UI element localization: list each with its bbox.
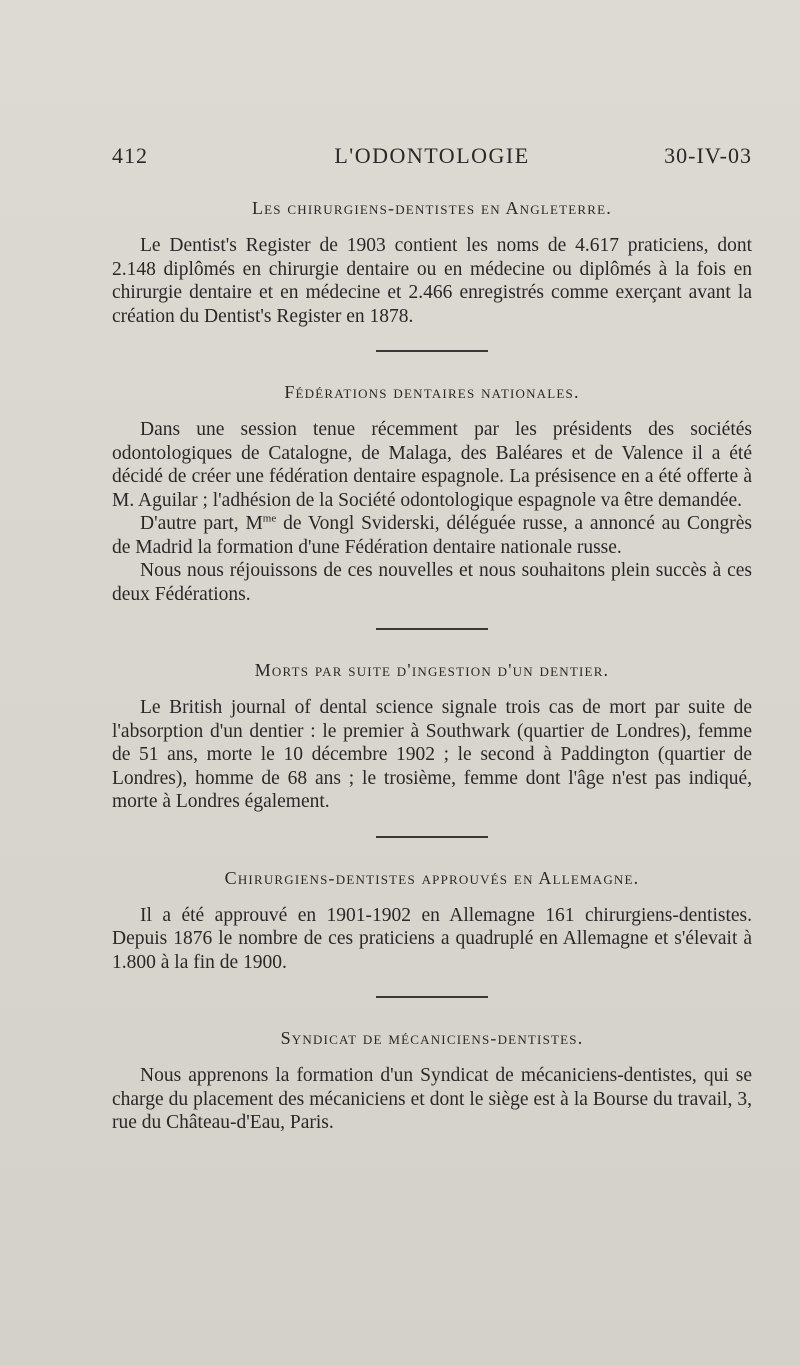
paragraph: Nous apprenons la formation d'un Syndicat de mécaniciens-dentistes, qui se charge du placement des mécaniciens et dont le siège est à la Bourse du travail, 3, rue du Château-d'Eau, Paris. — [112, 1065, 752, 1133]
paragraph: Nous nous réjouissons de ces nouvelles et nous souhaitons plein succès à ces deux Fédérations. — [112, 560, 752, 605]
section-allemagne — [112, 866, 752, 975]
superscript: me — [262, 512, 277, 525]
section-divider — [376, 836, 488, 838]
issue-date: 30-IV-03 — [664, 143, 752, 168]
article-body — [112, 196, 752, 1135]
paragraph — [112, 512, 752, 559]
paragraph: Le British journal of dental science signale trois cas de mort par suite de l'absorption d'un dentier : le premier à Southwark (quartier de Londres), femme de 51 ans, morte le 10 décembre 1902 ; le second à Paddington (quartier de Londres), homme de 68 ans ; le trosième, femme dont l'âge n'est pas indiqué, morte à Londres également. — [112, 697, 752, 812]
paragraph-start: D'autre part, M — [140, 513, 263, 534]
page-number: 412 — [112, 143, 148, 168]
section-syndicat — [112, 1026, 752, 1135]
paragraph: Dans une session tenue récemment par les présidents des sociétés odontologiques de Catalogne, de Malaga, des Baléares et de Valence il a été décidé de créer une fédération dentaire espagnole. La présisence en a été offerte à M. Aguilar ; l'adhésion de la Société odontologique espagnole va être demandée. — [112, 419, 752, 511]
section-angleterre — [112, 196, 752, 328]
journal-title: L'ODONTOLOGIE — [334, 143, 530, 168]
section-divider — [376, 996, 488, 998]
paragraph: Il a été approuvé en 1901-1902 en Allemagne 161 chirurgiens-dentistes. Depuis 1876 le nombre de ces praticiens a quadruplé en Allemagne et s'élevait à 1.800 à la fin de 1900. — [112, 904, 752, 973]
section-title: Les chirurgiens-dentistes en Angleterre. — [251, 198, 613, 218]
section-title: Chirurgiens-dentistes approuvés en Allemagne. — [224, 867, 640, 888]
section-divider — [376, 350, 488, 352]
section-title: Morts par suite d'ingestion d'un dentier. — [254, 660, 610, 680]
paragraph: Le Dentist's Register de 1903 contient les noms de 4.617 praticiens, dont 2.148 diplômés en chirurgie dentaire ou en médecine ou diplômés à la fois en chirurgie dentaire et en médecine et 2.466 enregistrés comme exerçant avant la création du Dentist's Register en 1878. — [112, 235, 752, 327]
section-title: Syndicat de mécaniciens-dentistes. — [280, 1028, 584, 1048]
section-morts — [112, 658, 752, 814]
section-federations — [112, 380, 752, 606]
paragraph-rest: de Vongl Sviderski, déléguée russe, a annoncé au Congrès de Madrid la formation d'une Fédération dentaire nationale russe. — [112, 513, 752, 558]
section-title: Fédérations dentaires nationales. — [284, 382, 580, 402]
section-divider — [376, 628, 488, 630]
